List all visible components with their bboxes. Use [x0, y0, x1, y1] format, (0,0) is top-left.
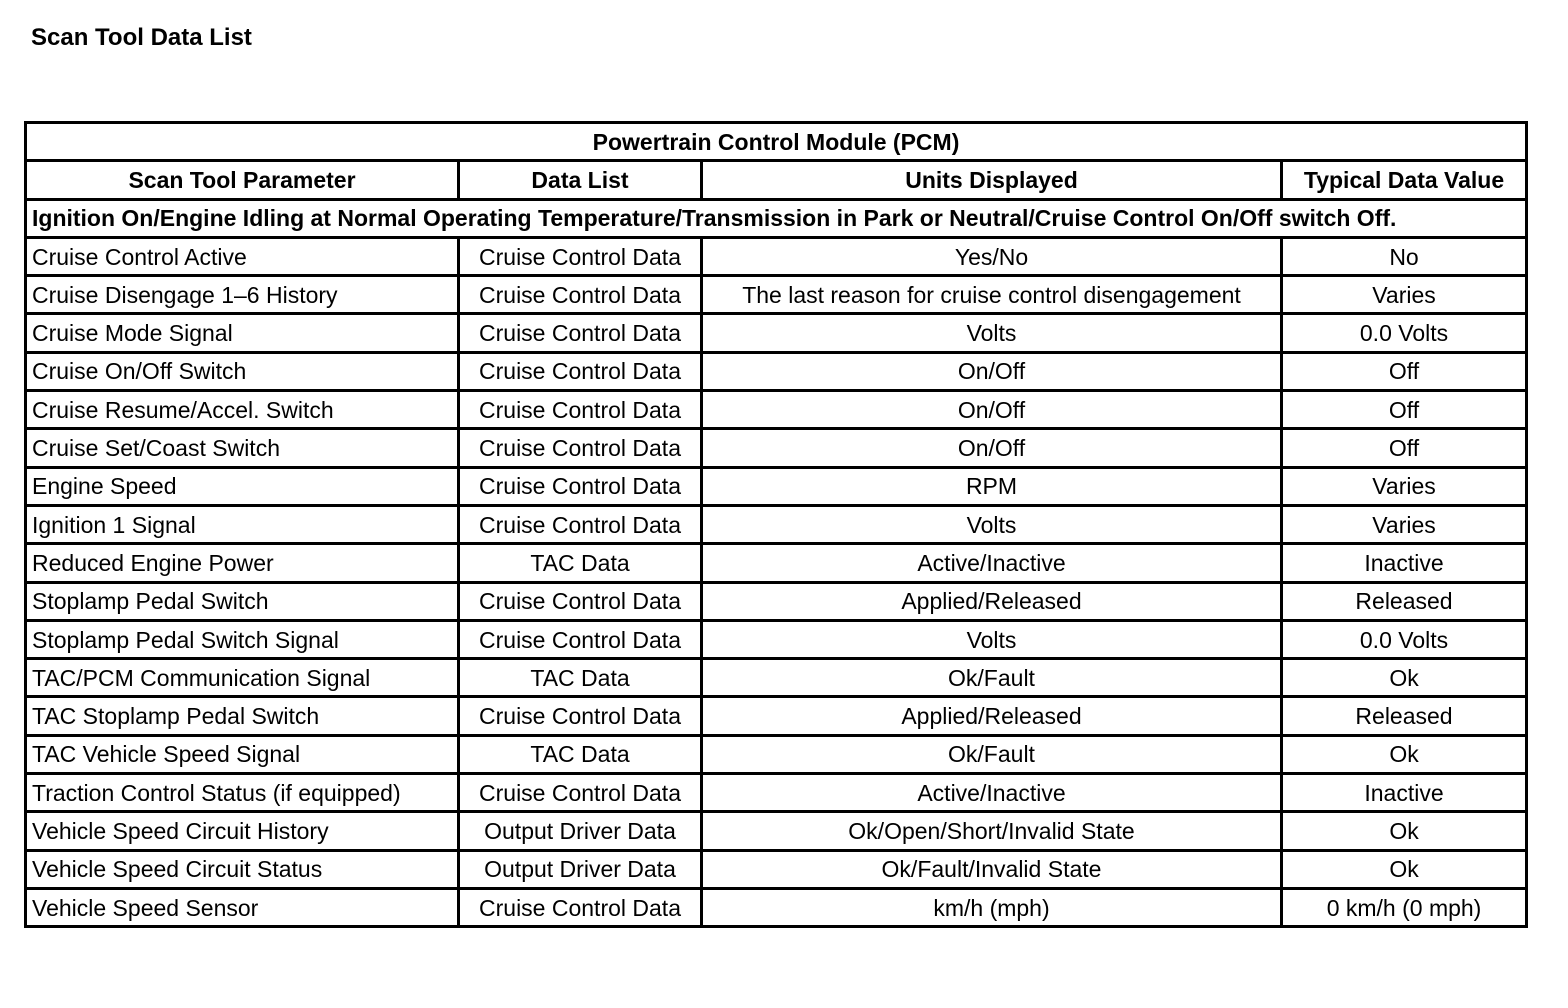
table-row	[26, 237, 1527, 275]
table-row	[26, 620, 1527, 658]
parameter-cell: Vehicle Speed Sensor	[26, 888, 459, 926]
table-row	[26, 850, 1527, 888]
typical-value-cell: Off	[1282, 429, 1527, 467]
typical-value-cell: Varies	[1282, 505, 1527, 543]
data-list-cell: TAC Data	[459, 544, 702, 582]
data-list-cell: Cruise Control Data	[459, 314, 702, 352]
units-cell: Ok/Fault	[702, 659, 1282, 697]
parameter-cell: Reduced Engine Power	[26, 544, 459, 582]
table-row	[26, 276, 1527, 314]
data-list-cell: Cruise Control Data	[459, 237, 702, 275]
operating-condition: Ignition On/Engine Idling at Normal Operating Temperature/Transmission in Park or Neutral/Cruise Control On/Off switch Off.	[26, 199, 1527, 237]
units-cell: On/Off	[702, 429, 1282, 467]
data-list-cell: Cruise Control Data	[459, 774, 702, 812]
table-row	[26, 774, 1527, 812]
parameter-cell: TAC Vehicle Speed Signal	[26, 735, 459, 773]
table-row	[26, 544, 1527, 582]
header-row	[26, 161, 1527, 199]
table-row	[26, 659, 1527, 697]
units-cell: km/h (mph)	[702, 888, 1282, 926]
typical-value-cell: 0 km/h (0 mph)	[1282, 888, 1527, 926]
header-scan-tool-parameter: Scan Tool Parameter	[26, 161, 459, 199]
units-cell: Volts	[702, 314, 1282, 352]
typical-value-cell: No	[1282, 237, 1527, 275]
data-list-cell: Cruise Control Data	[459, 888, 702, 926]
table-row	[26, 467, 1527, 505]
data-list-cell: Cruise Control Data	[459, 467, 702, 505]
parameter-cell: Engine Speed	[26, 467, 459, 505]
units-cell: Ok/Open/Short/Invalid State	[702, 812, 1282, 850]
parameter-cell: Ignition 1 Signal	[26, 505, 459, 543]
units-cell: Applied/Released	[702, 697, 1282, 735]
units-cell: Ok/Fault/Invalid State	[702, 850, 1282, 888]
units-cell: Applied/Released	[702, 582, 1282, 620]
header-typical-data-value: Typical Data Value	[1282, 161, 1527, 199]
data-list-cell: Cruise Control Data	[459, 582, 702, 620]
header-data-list: Data List	[459, 161, 702, 199]
table-row	[26, 505, 1527, 543]
typical-value-cell: Released	[1282, 697, 1527, 735]
units-cell: The last reason for cruise control disengagement	[702, 276, 1282, 314]
table-row	[26, 582, 1527, 620]
typical-value-cell: Ok	[1282, 850, 1527, 888]
units-cell: Ok/Fault	[702, 735, 1282, 773]
data-list-cell: Cruise Control Data	[459, 697, 702, 735]
table-body	[26, 237, 1527, 926]
table-row	[26, 697, 1527, 735]
typical-value-cell: Varies	[1282, 467, 1527, 505]
units-cell: Volts	[702, 505, 1282, 543]
typical-value-cell: 0.0 Volts	[1282, 620, 1527, 658]
typical-value-cell: 0.0 Volts	[1282, 314, 1527, 352]
condition-row	[26, 199, 1527, 237]
table-row	[26, 391, 1527, 429]
data-list-cell: TAC Data	[459, 659, 702, 697]
typical-value-cell: Ok	[1282, 735, 1527, 773]
typical-value-cell: Released	[1282, 582, 1527, 620]
page-title: Scan Tool Data List	[31, 24, 252, 51]
module-title-row	[26, 123, 1527, 161]
scan-tool-data-table	[24, 121, 1528, 928]
typical-value-cell: Ok	[1282, 659, 1527, 697]
parameter-cell: Vehicle Speed Circuit History	[26, 812, 459, 850]
parameter-cell: Stoplamp Pedal Switch Signal	[26, 620, 459, 658]
module-title: Powertrain Control Module (PCM)	[26, 123, 1527, 161]
parameter-cell: Cruise Disengage 1–6 History	[26, 276, 459, 314]
parameter-cell: TAC/PCM Communication Signal	[26, 659, 459, 697]
table-row	[26, 812, 1527, 850]
units-cell: On/Off	[702, 391, 1282, 429]
data-list-cell: Cruise Control Data	[459, 352, 702, 390]
units-cell: On/Off	[702, 352, 1282, 390]
units-cell: RPM	[702, 467, 1282, 505]
typical-value-cell: Ok	[1282, 812, 1527, 850]
typical-value-cell: Inactive	[1282, 544, 1527, 582]
parameter-cell: Cruise Set/Coast Switch	[26, 429, 459, 467]
data-list-cell: Cruise Control Data	[459, 505, 702, 543]
table-row	[26, 352, 1527, 390]
data-list-cell: TAC Data	[459, 735, 702, 773]
parameter-cell: Cruise Control Active	[26, 237, 459, 275]
typical-value-cell: Varies	[1282, 276, 1527, 314]
data-list-cell: Cruise Control Data	[459, 429, 702, 467]
table-row	[26, 735, 1527, 773]
units-cell: Volts	[702, 620, 1282, 658]
data-list-cell: Output Driver Data	[459, 850, 702, 888]
units-cell: Active/Inactive	[702, 544, 1282, 582]
header-units-displayed: Units Displayed	[702, 161, 1282, 199]
table-row	[26, 314, 1527, 352]
parameter-cell: Stoplamp Pedal Switch	[26, 582, 459, 620]
parameter-cell: Cruise Resume/Accel. Switch	[26, 391, 459, 429]
parameter-cell: TAC Stoplamp Pedal Switch	[26, 697, 459, 735]
typical-value-cell: Off	[1282, 352, 1527, 390]
table-row	[26, 888, 1527, 926]
typical-value-cell: Inactive	[1282, 774, 1527, 812]
parameter-cell: Cruise On/Off Switch	[26, 352, 459, 390]
parameter-cell: Cruise Mode Signal	[26, 314, 459, 352]
data-list-cell: Output Driver Data	[459, 812, 702, 850]
parameter-cell: Traction Control Status (if equipped)	[26, 774, 459, 812]
units-cell: Yes/No	[702, 237, 1282, 275]
table-row	[26, 429, 1527, 467]
data-list-cell: Cruise Control Data	[459, 391, 702, 429]
parameter-cell: Vehicle Speed Circuit Status	[26, 850, 459, 888]
typical-value-cell: Off	[1282, 391, 1527, 429]
units-cell: Active/Inactive	[702, 774, 1282, 812]
data-list-cell: Cruise Control Data	[459, 620, 702, 658]
data-list-cell: Cruise Control Data	[459, 276, 702, 314]
